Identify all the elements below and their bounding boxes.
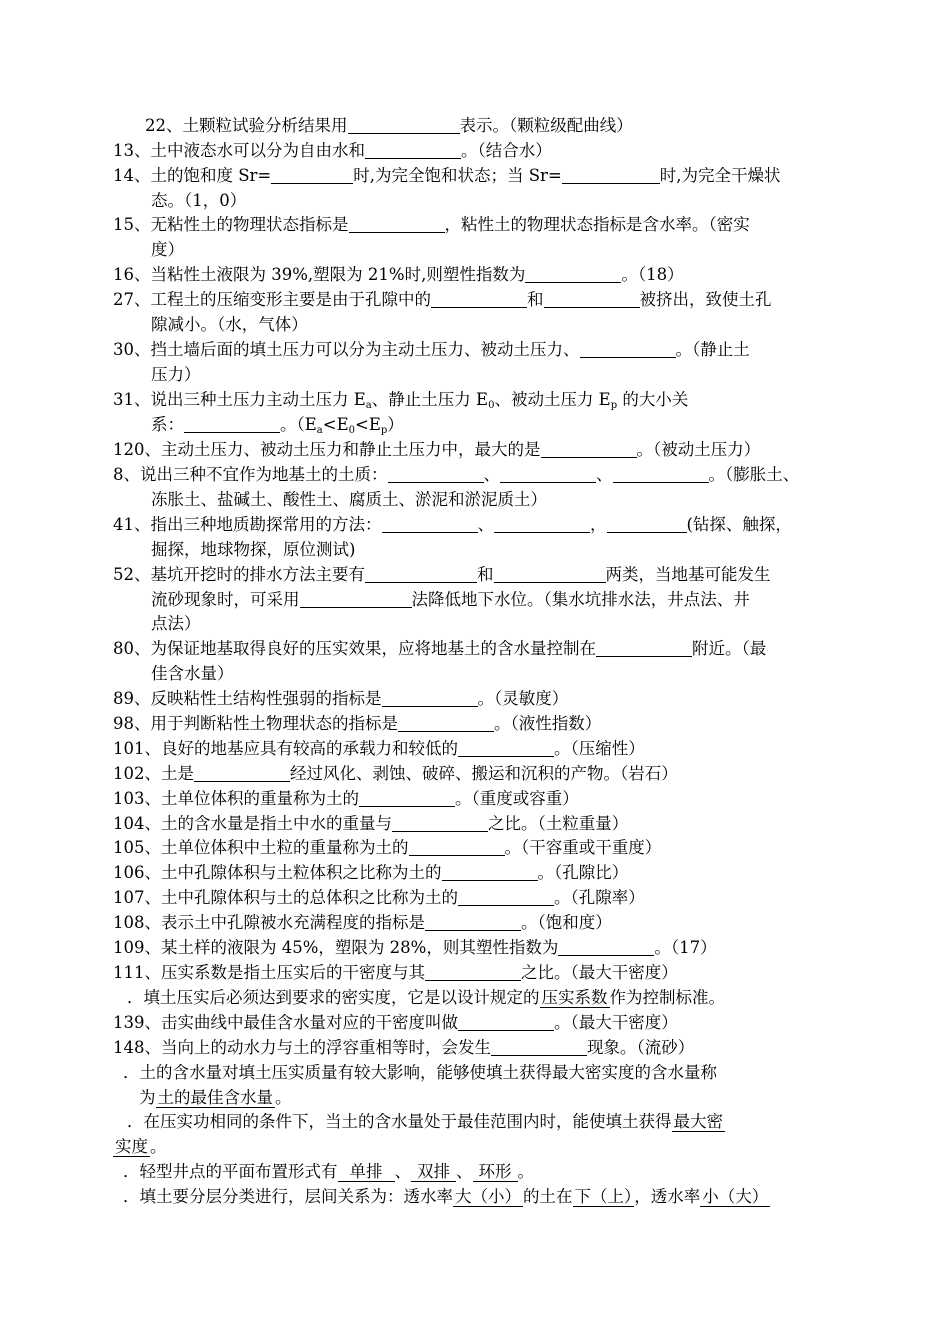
question-111: 111、压实系数是指土压实后的干密度与其 之比。（最大干密度） (113, 963, 678, 982)
question-107: 107、土中孔隙体积与土的总体积之比称为土的 。（孔隙率） (113, 888, 645, 907)
answer-blank[interactable] (388, 465, 484, 483)
answer-blank[interactable] (365, 141, 461, 159)
question-89: 89、反映粘性土结构性强弱的指标是 。（灵敏度） (113, 689, 569, 708)
question-103: 103、土单位体积的重量称为土的 。（重度或容重） (113, 789, 579, 808)
answer-blank[interactable] (442, 863, 538, 881)
answer-blank[interactable] (494, 565, 606, 583)
question-8: 8、说出三种不宜作为地基土的土质： 、 、 。（膨胀土、 冻胀土、盐碱土、酸性土、腐质土、淤泥和淤泥质土） (113, 465, 800, 509)
question-52: 52、基坑开挖时的排水方法主要有 和 两类，当地基可能发生 流砂现象时，可采用 法降低地下水位。（集水坑排水法，井点法、井 点法） (113, 565, 771, 633)
question-80: 80、为保证地基取得良好的压实效果，应将地基土的含水量控制在 附近。（最 佳含水量） (113, 639, 767, 683)
question-105: 105、土单位体积中土粒的重量称为土的 。（干容重或干重度） (113, 838, 662, 857)
answer-blank[interactable] (348, 116, 460, 134)
answer-blank[interactable] (541, 440, 637, 458)
answer-blank[interactable] (300, 590, 412, 608)
question-27: 27、工程土的压缩变形主要是由于孔隙中的 和 被挤出，致使土孔 隙减小。（水，气体） (113, 290, 772, 334)
answer-blank[interactable] (392, 814, 488, 832)
question-max-density: ．在压实功相同的条件下，当土的含水量处于最佳范围内时，能使填土获得 最大密 实度 。 (115, 1112, 723, 1156)
answer-blank[interactable] (458, 739, 554, 757)
question-31: 31、说出三种土压力主动土压力 $E_a$、静止土压力 $E_0$、被动土压力 $E_p$ 的大小关 系： 。$(E_a<E_0<E_p)$ (113, 390, 689, 436)
answer-blank[interactable] (558, 938, 654, 956)
question-109: 109、某土样的液限为 45%，塑限为 28%，则其塑性指数为 。（17） (113, 938, 717, 957)
question-41: 41、指出三种地质勘探常用的方法： 、 ， (钻探、触探， 掘探，地球物探，原位测试) (113, 515, 792, 559)
answer-blank[interactable] (525, 265, 621, 283)
question-102: 102、土是 经过风化、剥蚀、破碎、搬运和沉积的产物。（岩石） (113, 764, 678, 783)
answer-blank[interactable] (458, 888, 554, 906)
question-108: 108、表示土中孔隙被水充满程度的指标是 。（饱和度） (113, 913, 612, 932)
answer-blank[interactable] (607, 515, 687, 533)
answer-blank[interactable] (580, 340, 676, 358)
question-15: 15、无粘性土的物理状态指标是 ，粘性土的物理状态指标是含水率。（密实 度） (113, 215, 750, 259)
question-22: 22、土颗粒试验分析结果用 表示。（颗粒级配曲线） (145, 116, 633, 135)
question-14: 14、土的饱和度 Sr= 时,为完全饱和状态；当 Sr= 时,为完全干燥状 态。（1，0） (113, 166, 781, 210)
question-well-point-layout: ．轻型井点的平面布置形式有 单排 、 双排 、 环形 。 (123, 1162, 534, 1181)
answer-blank[interactable] (349, 215, 445, 233)
answer-blank[interactable] (398, 714, 494, 732)
answer-blank[interactable] (431, 290, 527, 308)
question-layered-fill: ．填土要分层分类进行，层间关系为：透水率 大（小） 的土在 下（上） ，透水率 小（大） (123, 1187, 769, 1206)
answer-blank[interactable] (425, 963, 521, 981)
answer-blank[interactable] (194, 764, 290, 782)
question-30: 30、挡土墙后面的填土压力可以分为主动土压力、被动土压力、 。（静止土 压力） (113, 340, 750, 384)
answer-blank[interactable] (382, 689, 478, 707)
question-optimum-moisture: ．土的含水量对填土压实质量有较大影响，能够使填土获得最大密实度的含水量称 为 土的最佳含水量 。 (123, 1063, 717, 1107)
answer-blank[interactable] (271, 166, 353, 184)
question-compaction-coefficient: ．填土压实后必须达到要求的密实度，它是以设计规定的 压实系数 作为控制标准。 (127, 988, 725, 1007)
answer-blank[interactable] (458, 1013, 554, 1031)
question-148: 148、当向上的动水力与土的浮容重相等时，会发生 现象。（流砂） (113, 1038, 695, 1057)
question-139: 139、击实曲线中最佳含水量对应的干密度叫做 。（最大干密度） (113, 1013, 678, 1032)
question-13: 13、土中液态水可以分为自由水和 。（结合水） (113, 141, 552, 160)
question-98: 98、用于判断粘性土物理状态的指标是 。（液性指数） (113, 714, 602, 733)
answer-blank[interactable] (184, 415, 280, 433)
question-101: 101、良好的地基应具有较高的承载力和较低的 。（压缩性） (113, 739, 645, 758)
answer-blank[interactable] (500, 465, 596, 483)
answer-blank[interactable] (596, 639, 692, 657)
answer-blank[interactable] (544, 290, 640, 308)
answer-blank[interactable] (494, 515, 590, 533)
answer-blank[interactable] (425, 913, 521, 931)
answer-blank[interactable] (365, 565, 477, 583)
answer-blank[interactable] (491, 1038, 587, 1056)
question-106: 106、土中孔隙体积与土粒体积之比称为土的 。（孔隙比） (113, 863, 629, 882)
answer-blank[interactable] (382, 515, 478, 533)
answer-blank[interactable] (562, 166, 660, 184)
answer-blank[interactable] (359, 789, 455, 807)
answer-blank[interactable] (409, 838, 505, 856)
question-120: 120、主动土压力、被动土压力和静止土压力中，最大的是 。（被动土压力） (113, 440, 761, 459)
question-16: 16、当粘性土液限为 39%,塑限为 21%时,则塑性指数为 。（18） (113, 265, 684, 284)
answer-blank[interactable] (613, 465, 709, 483)
question-104: 104、土的含水量是指土中水的重量与 之比。（土粒重量） (113, 814, 629, 833)
